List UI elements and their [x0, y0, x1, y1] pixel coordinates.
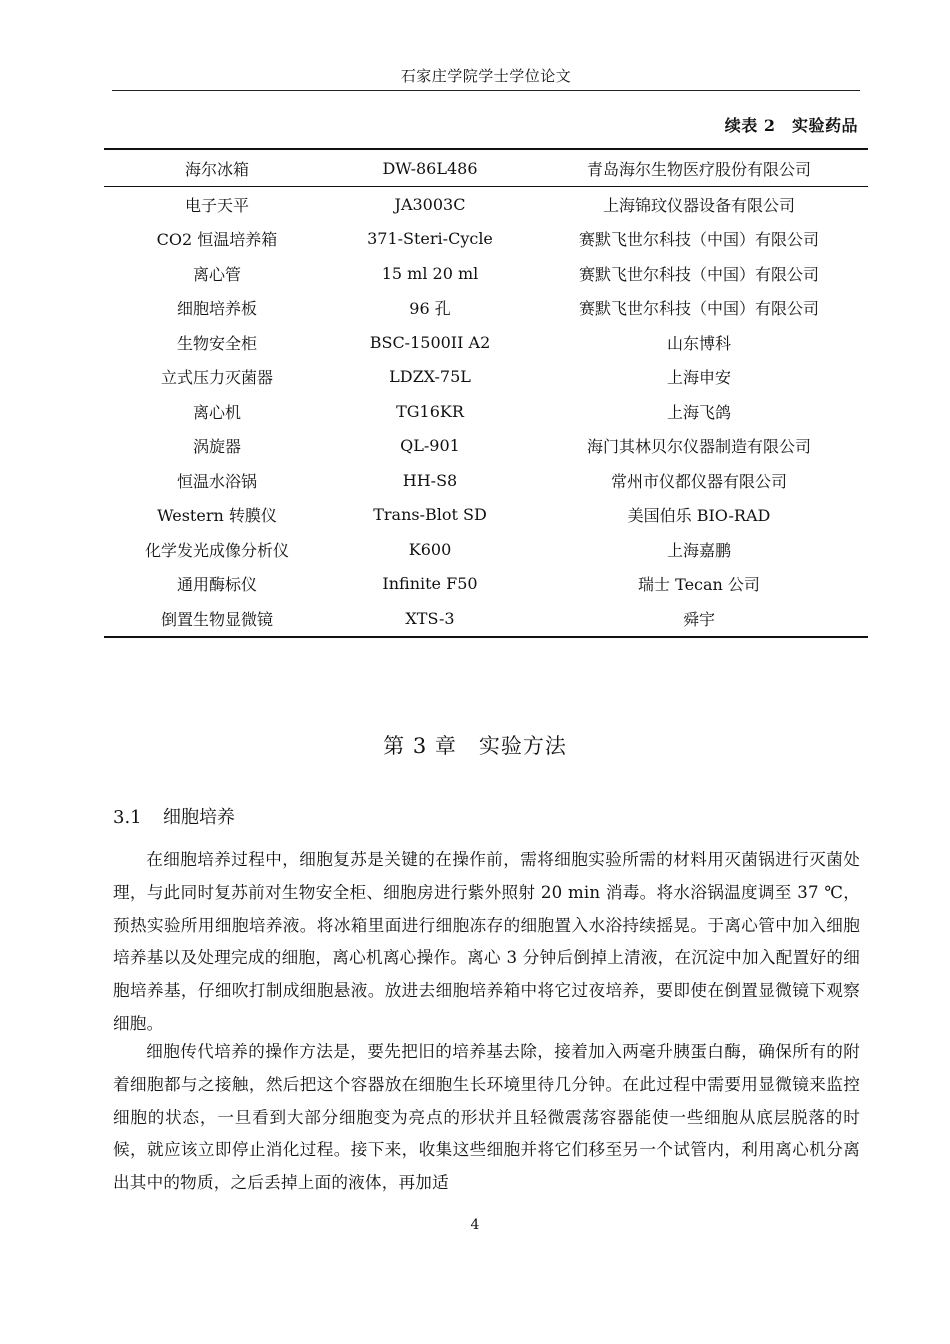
table-row: [104, 429, 868, 464]
table-header-row: [104, 149, 868, 187]
table-row: [104, 187, 868, 222]
table-cell: CO2 恒温培养箱: [156, 230, 278, 250]
table-cell: 上海飞鸽: [666, 402, 731, 422]
table-row: [104, 325, 868, 360]
equipment-table: [104, 148, 868, 638]
table-cell: 山东博科: [666, 333, 731, 353]
table-cell: QL-901: [400, 436, 460, 456]
table-row: [104, 360, 868, 395]
page-header-title: 石家庄学院学士学位论文: [400, 67, 572, 85]
table-cell: 离心机: [192, 402, 241, 422]
section-title: 细胞培养: [163, 807, 235, 828]
table-cell: 舜宇: [530, 601, 868, 637]
table-cell: Infinite F50: [382, 574, 478, 594]
table-row: [104, 601, 868, 637]
table-row: [104, 532, 868, 567]
table-cell: 电子天平: [184, 195, 249, 215]
table-cell: 海尔冰箱: [104, 149, 330, 187]
table-row: [104, 463, 868, 498]
table-cell: 上海申安: [666, 368, 731, 388]
page-number: 4: [470, 1217, 480, 1233]
table-cell: 离心管: [192, 264, 241, 284]
table-cell: 细胞培养板: [176, 299, 257, 319]
table-cell: Western 转膜仪: [157, 506, 277, 526]
table-cell: 青岛海尔生物医疗股份有限公司: [530, 149, 868, 187]
table-cell: K600: [408, 539, 452, 559]
body-paragraph: 细胞传代培养的操作方法是，要先把旧的培养基去除，接着加入两毫升胰蛋白酶，确保所有的附着细胞都与之接触，然后把这个容器放在细胞生长环境里待几分钟。在此过程中需要用显微镜来监控细胞的状态，一旦看到大部分细胞变为亮点的形状并且轻微震荡容器能使一些细胞从底层脱落的时候，就应该立即停止消化过程。接下来，收集这些细胞并将它们移至另一个试管内，利用离心机分离出其中的物质，之后丢掉上面的液体，再加适: [113, 1042, 860, 1193]
table-cell: 生物安全柜: [176, 333, 257, 353]
table-cell: 美国伯乐 BIO-RAD: [627, 506, 771, 526]
table-cell: TG16KR: [396, 401, 464, 421]
table-caption: 续表 2 实验药品: [724, 116, 858, 135]
table-cell: 通用酶标仪: [176, 575, 257, 595]
table-cell: 涡旋器: [192, 437, 241, 457]
body-paragraph: 在细胞培养过程中，细胞复苏是关键的在操作前，需将细胞实验所需的材料用灭菌锅进行灭菌处理，与此同时复苏前对生物安全柜、细胞房进行紫外照射 20 min 消毒。将水浴锅温度调至 37 ℃，预热实验所用细胞培养液。将冰箱里面进行细胞冻存的细胞置入水浴持续摇晃。于离心管中加入细胞培养基以及处理完成的细胞，离心机离心操作。离心 3 分钟后倒掉上清液，在沉淀中加入配置好的细胞培养基，仔细吹打制成细胞悬液。放进去细胞培养箱中将它过夜培养，要即使在倒置显微镜下观察细胞。: [113, 850, 860, 1033]
table-cell: 赛默飞世尔科技（中国）有限公司: [578, 264, 819, 284]
table-cell: XTS-3: [330, 601, 530, 637]
table-cell: DW-86L486: [330, 149, 530, 187]
table-cell: 恒温水浴锅: [176, 471, 257, 491]
table-cell: 立式压力灭菌器: [160, 368, 273, 388]
table-row: [104, 567, 868, 602]
table-cell: BSC-1500II A2: [369, 332, 491, 352]
table-cell: 倒置生物显微镜: [104, 601, 330, 637]
chapter-name: 实验方法: [478, 734, 567, 758]
section-heading: [113, 805, 235, 831]
table-cell: 海门其林贝尔仪器制造有限公司: [586, 437, 811, 457]
table-cell: 常州市仪都仪器有限公司: [610, 471, 787, 491]
chapter-title: [0, 731, 950, 761]
table-row: [104, 498, 868, 533]
table-cell: JA3003C: [394, 194, 466, 214]
table-cell: 15 ml 20 ml: [381, 263, 479, 283]
table-cell: 赛默飞世尔科技（中国）有限公司: [578, 230, 819, 250]
header-rule: [112, 90, 860, 91]
table-cell: 上海嘉鹏: [666, 540, 731, 560]
table-row: [104, 291, 868, 326]
table-cell: 赛默飞世尔科技（中国）有限公司: [578, 299, 819, 319]
table-row: [104, 394, 868, 429]
chapter-number: 第 3 章: [383, 734, 457, 758]
table-cell: 瑞士 Tecan 公司: [638, 575, 760, 595]
table-row: [104, 256, 868, 291]
table-cell: Trans-Blot SD: [373, 505, 487, 525]
table-cell: 371-Steri-Cycle: [367, 229, 493, 249]
table-row: [104, 222, 868, 257]
table-cell: 96 孔: [409, 299, 451, 319]
table-cell: 化学发光成像分析仪: [144, 540, 289, 560]
table-cell: HH-S8: [402, 470, 458, 490]
section-number: 3.1: [113, 807, 142, 828]
table-cell: 上海锦玟仪器设备有限公司: [602, 195, 795, 215]
table-cell: LDZX-75L: [389, 367, 471, 387]
